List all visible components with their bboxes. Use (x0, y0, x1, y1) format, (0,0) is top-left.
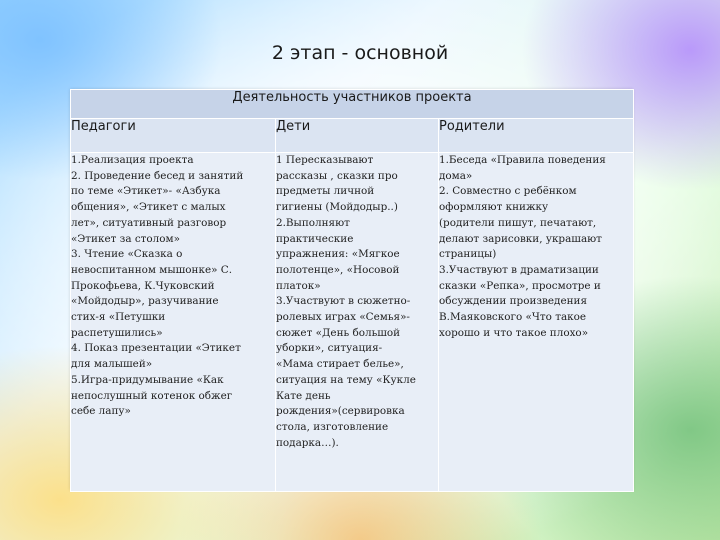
cell-line: гигиены (Мойдодыр..) (276, 201, 398, 214)
cell-line: «Мама стирает белье», (276, 358, 404, 371)
cell-line: (родители пишут, печатают, (439, 216, 597, 229)
activity-table-grid (70, 89, 634, 492)
cell-line: рождения»(сервировка (276, 405, 405, 418)
cell-line: для малышей» (71, 358, 153, 371)
cell-line: хорошо и что такое плохо» (439, 326, 589, 339)
column-header-children: Дети (276, 119, 439, 153)
cell-line: сказки «Репка», просмотре и (439, 279, 601, 292)
cell-line: невоспитанном мышонке» С. (71, 263, 233, 276)
cell-line: полотенце», «Носовой (276, 263, 400, 276)
cell-line: «Мойдодыр», разучивание (71, 295, 219, 308)
column-headers-row (71, 119, 634, 153)
cell-line: рассказы , сказки про (276, 169, 398, 182)
cell-line: упражнения: «Мягкое (276, 248, 400, 261)
table-header: Деятельность участников проекта (71, 90, 634, 119)
cell-line: 1 Пересказывают (276, 154, 374, 166)
cell-line: Прокофьева, К.Чуковский (71, 279, 215, 292)
cell-line: 1.Беседа «Правила поведения (439, 154, 606, 166)
cell-line: оформляют книжку (439, 201, 549, 214)
cell-parents (439, 153, 634, 492)
cell-line: ситуация на тему «Кукле (276, 373, 416, 386)
cell-line: дома» (439, 169, 473, 182)
column-header-teachers: Педагоги (71, 119, 276, 153)
cell-line: сюжет «День большой (276, 326, 401, 339)
cell-line: предметы личной (276, 185, 375, 198)
cell-line: стола, изготовление (276, 420, 389, 433)
cell-line: по теме «Этикет»- «Азбука (71, 185, 221, 198)
slide-title: 2 этап - основной (271, 42, 449, 64)
cell-teachers (71, 153, 276, 492)
table-body-row (71, 153, 634, 492)
cell-line: 3. Чтение «Сказка о (71, 248, 183, 261)
cell-line: распетушились» (71, 326, 163, 339)
cell-children (276, 153, 439, 492)
activity-table (70, 89, 633, 490)
cell-line: 3.Участвуют в сюжетно- (276, 295, 411, 308)
cell-line: обсуждении произведения (439, 295, 588, 308)
column-header-parents: Родители (439, 119, 634, 153)
cell-line: В.Маяковского «Что такое (439, 311, 587, 324)
cell-line: 4. Показ презентации «Этикет (71, 342, 241, 355)
cell-line: «Этикет за столом» (71, 232, 180, 245)
cell-line: подарка…). (276, 436, 339, 449)
cell-line: себе лапу» (71, 405, 131, 418)
cell-line: лет», ситуативный разговор (71, 216, 227, 229)
cell-line: 1.Реализация проекта (71, 154, 194, 166)
cell-line: платок» (276, 279, 321, 292)
cell-line: 2.Выполняют (276, 216, 350, 229)
cell-line: Кате день (276, 389, 331, 402)
cell-line: непослушный котенок обжег (71, 389, 233, 402)
cell-line: практические (276, 232, 354, 245)
cell-line: ролевых играх «Семья»- (276, 311, 410, 324)
cell-line: 2. Проведение бесед и занятий (71, 169, 244, 182)
cell-line: делают зарисовки, украшают (439, 232, 602, 245)
cell-line: уборки», ситуация- (276, 342, 383, 355)
cell-line: общения», «Этикет с малых (71, 201, 226, 214)
cell-line: 3.Участвуют в драматизации (439, 263, 599, 276)
cell-line: 5.Игра-придумывание «Как (71, 373, 224, 386)
table-header-row (71, 90, 634, 119)
cell-line: 2. Совместно с ребёнком (439, 185, 577, 198)
cell-line: страницы) (439, 248, 497, 261)
cell-line: стих-я «Петушки (71, 311, 166, 324)
